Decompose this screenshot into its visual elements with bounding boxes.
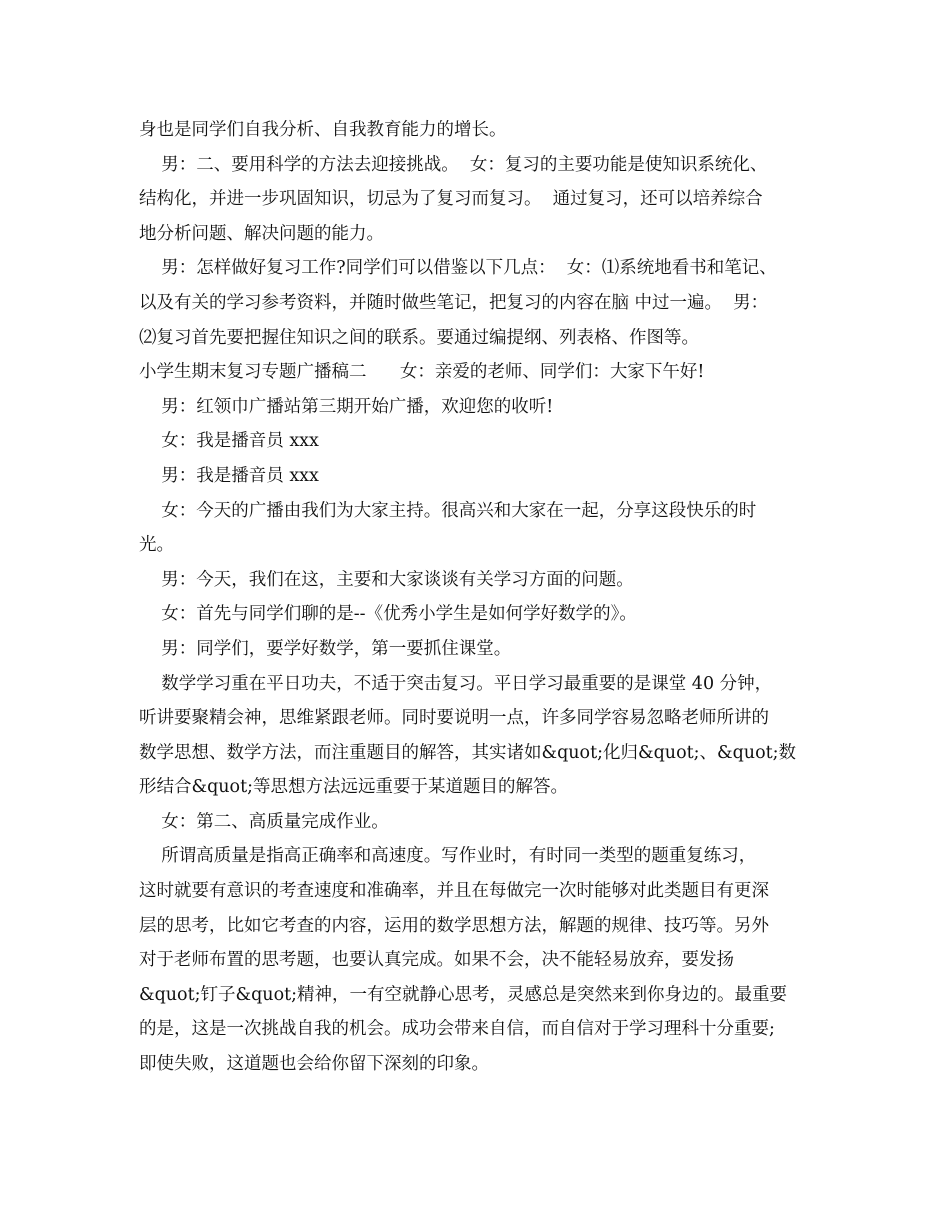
text-line: 光。 <box>139 535 174 556</box>
text-line: 女：我是播音员 xxx <box>139 431 319 452</box>
text-line: 所谓高质量是指高正确率和高速度。写作业时，有时同一类型的题重复练习， <box>139 846 757 867</box>
text-line: 结构化，并进一步巩固知识，切忌为了复习而复习。 通过复习，还可以培养综合 <box>139 189 763 210</box>
text-line: 男：怎样做好复习工作?同学们可以借鉴以下几点： 女：⑴系统地看书和笔记、 <box>139 258 777 279</box>
document-body <box>139 113 819 1082</box>
text-line: 以及有关的学习参考资料，并随时做些笔记，把复习的内容在脑 中过一遍。 男： <box>139 292 769 313</box>
text-line: ⑵复习首先要把握住知识之间的联系。要通过编提纲、列表格、作图等。 <box>139 327 699 348</box>
text-line: 女：今天的广播由我们为大家主持。很高兴和大家在一起，分享这段快乐的时 <box>139 500 757 521</box>
text-line: 数学学习重在平日功夫，不适于突击复习。平日学习最重要的是课堂 40 分钟， <box>139 673 773 694</box>
text-line: 这时就要有意识的考查速度和准确率，并且在每做完一次时能够对此类题目有更深 <box>139 881 769 902</box>
text-line: 的是，这是一次挑战自我的机会。成功会带来自信，而自信对于学习理科十分重要; <box>139 1019 775 1040</box>
text-line: 对于老师布置的思考题，也要认真完成。如果不会，决不能轻易放弃，要发扬 <box>139 950 734 971</box>
text-line: 形结合&quot;等思想方法远远重要于某道题目的解答。 <box>139 777 569 798</box>
text-line: 身也是同学们自我分析、自我教育能力的增长。 <box>139 120 507 140</box>
text-line: &quot;钉子&quot;精神，一有空就静心思考，灵感总是突然来到你身边的。最重要 <box>139 984 788 1005</box>
text-line: 即使失败，这道题也会给你留下深刻的印象。 <box>139 1054 489 1075</box>
text-line: 男：二、要用科学的方法去迎接挑战。 女：复习的主要功能是使知识系统化、 <box>139 154 768 175</box>
text-line: 男：红领巾广播站第三期开始广播，欢迎您的收听! <box>139 396 554 417</box>
text-line: 女：第二、高质量完成作业。 <box>139 811 389 832</box>
text-line: 男：今天，我们在这，主要和大家谈谈有关学习方面的问题。 <box>139 569 634 590</box>
text-line: 层的思考，比如它考查的内容，运用的数学思想方法，解题的规律、技巧等。另外 <box>139 915 769 936</box>
text-line: 数学思想、数学方法，而注重题目的解答，其实诸如&quot;化归&quot;、&quot;数 <box>139 742 797 763</box>
section-heading-line: 小学生期末复习专题广播稿二 女：亲爱的老师、同学们：大家下午好! <box>139 362 705 383</box>
text-line: 女：首先与同学们聊的是--《优秀小学生是如何学好数学的》。 <box>139 604 637 625</box>
text-line: 男：同学们，要学好数学，第一要抓住课堂。 <box>139 638 512 659</box>
text-line: 地分析问题、解决问题的能力。 <box>139 223 384 244</box>
text-line: 听讲要聚精会神，思维紧跟老师。同时要说明一点，许多同学容易忽略老师所讲的 <box>139 708 769 729</box>
text-line: 男：我是播音员 xxx <box>139 465 319 486</box>
